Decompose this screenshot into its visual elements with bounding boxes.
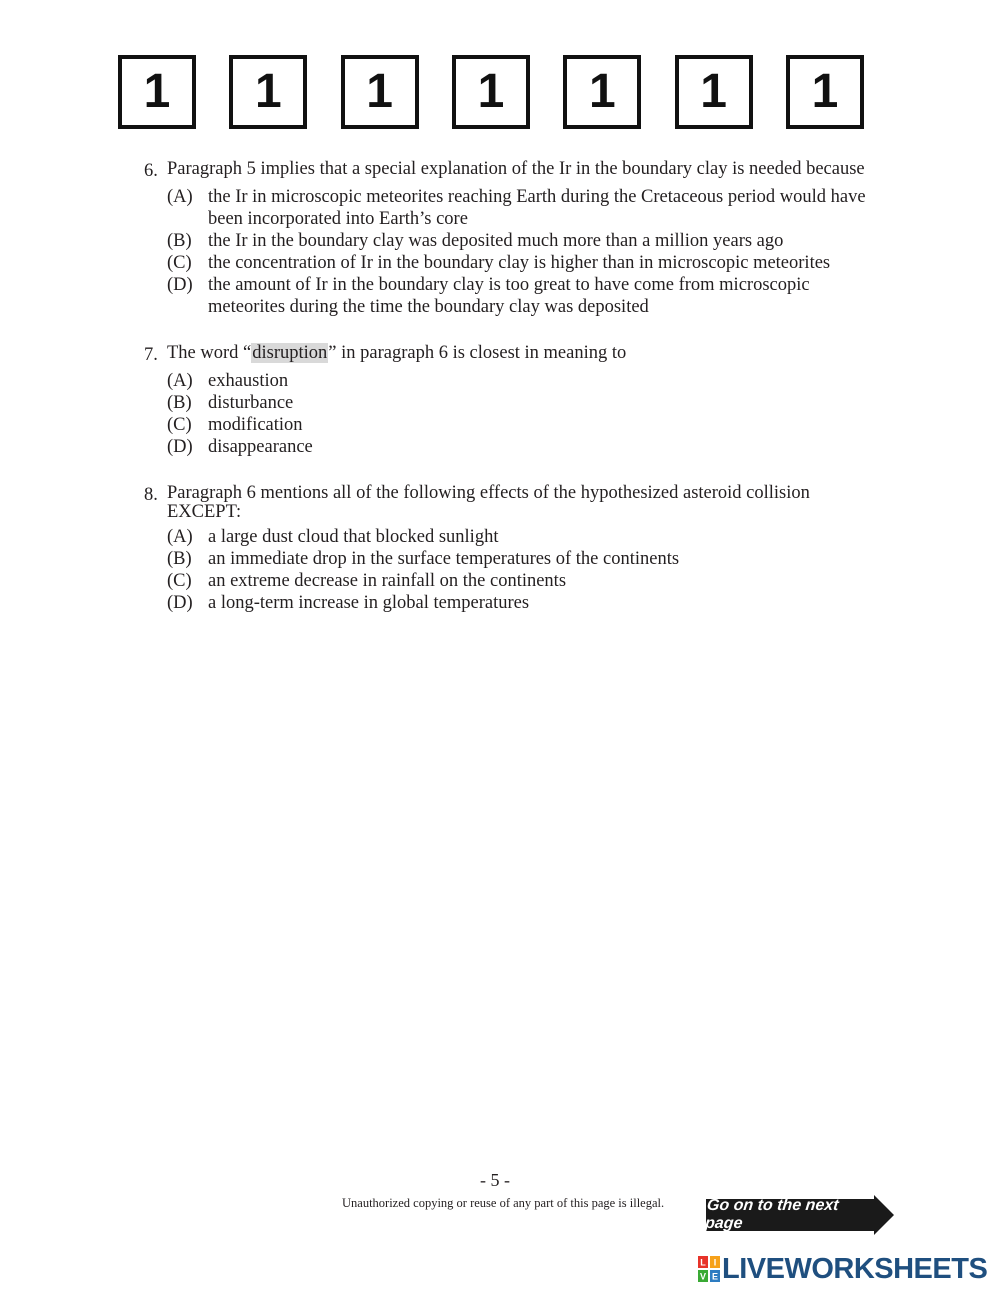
question-8: [144, 484, 874, 614]
option-text: an immediate drop in the surface temperatures of the continents: [208, 549, 680, 569]
option-text: the concentration of Ir in the boundary clay is higher than in microscopic meteorites: [208, 253, 831, 273]
stem-text-after: ” in paragraph 6 is closest in meaning to: [328, 343, 627, 363]
logo-letter: L: [700, 1257, 706, 1268]
option-text: a large dust cloud that blocked sunlight: [208, 527, 499, 547]
option-letter: (A): [167, 187, 193, 207]
section-number-box: 1: [786, 55, 864, 129]
question-text: Paragraph 5 implies that a special explanation of the Ir in the boundary clay is needed because: [167, 159, 865, 179]
liveworksheets-brand: [698, 1254, 987, 1284]
answer-options: [144, 370, 874, 458]
section-number-box: 1: [563, 55, 641, 129]
page-number: - 5 -: [480, 1170, 510, 1190]
question-number: 6.: [144, 161, 158, 181]
answer-option-d[interactable]: [167, 274, 874, 318]
answer-option-c[interactable]: [167, 252, 874, 274]
option-text: the Ir in the boundary clay was deposited much more than a million years ago: [208, 231, 784, 251]
question-6: [144, 160, 874, 318]
section-number-boxes: [118, 55, 864, 129]
question-text: Paragraph 6 mentions all of the following effects of the hypothesized asteroid collision EXCEPT:: [167, 483, 810, 522]
liveworksheets-logo-icon: [698, 1256, 720, 1282]
answer-option-d[interactable]: [167, 592, 874, 614]
section-number-box: 1: [229, 55, 307, 129]
option-text: an extreme decrease in rainfall on the continents: [208, 571, 567, 591]
option-letter: (B): [167, 549, 192, 569]
question-number: 7.: [144, 345, 158, 365]
option-text: the amount of Ir in the boundary clay is too great to have come from microscopic meteorites during the time the boundary clay was deposited: [208, 275, 810, 317]
question-7: [144, 344, 874, 458]
answer-option-d[interactable]: [167, 436, 874, 458]
logo-letter: V: [699, 1271, 707, 1282]
question-stem: [144, 344, 874, 366]
liveworksheets-wordmark: LIVEWORKSHEETS: [722, 1253, 988, 1285]
answer-option-a[interactable]: [167, 526, 874, 548]
copyright-notice: Unauthorized copying or reuse of any part of this page is illegal.: [342, 1196, 665, 1210]
option-letter: (D): [167, 275, 193, 295]
question-stem: [144, 160, 874, 182]
option-letter: (C): [167, 253, 192, 273]
answer-option-c[interactable]: [167, 570, 874, 592]
section-number-box: 1: [341, 55, 419, 129]
answer-option-b[interactable]: [167, 548, 874, 570]
next-page-indicator: [706, 1195, 894, 1235]
section-number-box: 1: [118, 55, 196, 129]
option-letter: (B): [167, 393, 192, 413]
answer-options: [144, 186, 874, 318]
answer-options: [144, 526, 874, 614]
section-number-box: 1: [452, 55, 530, 129]
answer-option-a[interactable]: [167, 186, 874, 230]
option-text: modification: [208, 415, 303, 435]
option-letter: (D): [167, 593, 193, 613]
option-text: exhaustion: [208, 371, 289, 391]
stem-text-before: The word “: [167, 343, 252, 363]
option-text: a long-term increase in global temperatures: [208, 593, 530, 613]
option-letter: (D): [167, 437, 193, 457]
question-number: 8.: [144, 485, 158, 505]
option-letter: (A): [167, 371, 193, 391]
answer-option-c[interactable]: [167, 414, 874, 436]
question-list: [144, 160, 874, 640]
answer-option-a[interactable]: [167, 370, 874, 392]
answer-option-b[interactable]: [167, 230, 874, 252]
option-text: disappearance: [208, 437, 313, 457]
question-text: [167, 344, 874, 366]
next-page-label: Go on to the next page: [704, 1197, 840, 1232]
option-letter: (B): [167, 231, 192, 251]
question-stem: [144, 484, 874, 522]
option-letter: (C): [167, 415, 192, 435]
section-number-box: 1: [675, 55, 753, 129]
option-letter: (C): [167, 571, 192, 591]
option-text: the Ir in microscopic meteorites reaching Earth during the Cretaceous period would have been incorporated into Earth’s core: [208, 187, 866, 229]
logo-letter: E: [711, 1271, 719, 1282]
highlighted-word: disruption: [252, 343, 328, 363]
option-text: disturbance: [208, 393, 294, 413]
answer-option-b[interactable]: [167, 392, 874, 414]
option-letter: (A): [167, 527, 193, 547]
logo-letter: I: [713, 1257, 717, 1268]
